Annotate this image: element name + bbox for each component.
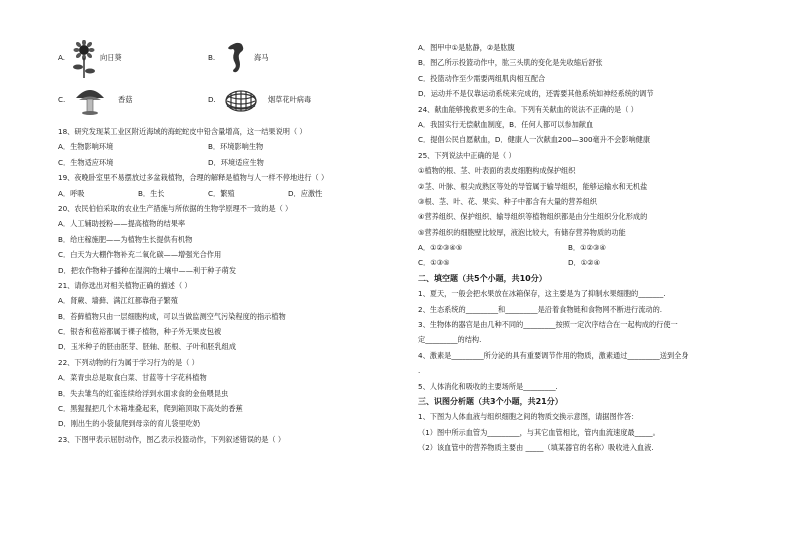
analysis-sub-1: （1）图中所示血管为_________，与其它血管相比，管内血流速度最_____。 xyxy=(418,427,660,437)
q25-option-c[interactable]: C．①③⑤ xyxy=(418,258,450,268)
seahorse-icon xyxy=(222,40,254,78)
fill-question-4: 4、激素是_________所分泌的具有重要调节作用的物质，激素通过_________送到全身 xyxy=(418,350,689,360)
question-22: 22、下列动物的行为属于学习行为的是（ ） xyxy=(58,357,199,367)
q25-statement-2: ②茎、叶脉、根尖成熟区等处的导管属于输导组织，能够运输水和无机盐 xyxy=(418,181,648,191)
q18-option-c[interactable]: C．生物适应环境 xyxy=(58,157,114,167)
q19-option-b[interactable]: B．生长 xyxy=(138,188,165,198)
question-21: 21、请你选出对相关植物正确的描述（ ） xyxy=(58,280,192,290)
left-column xyxy=(58,0,398,447)
image-options-row-2: C. 香菇 D. 烟草花叶病毒 xyxy=(58,82,398,124)
q21-option-b[interactable]: B．苔藓植物只由一层细胞构成，可以当做监测空气污染程度的指示植物 xyxy=(58,311,286,321)
q21-option-c[interactable]: C．银杏和苞裕都属于裸子植物，种子外无果皮包被 xyxy=(58,327,222,337)
question-19: 19、夜晚卧室里不易摆放过多盆栽植物，合理的解释是植物与人一样不停地进行（ ） xyxy=(58,173,329,183)
q19-option-a[interactable]: A．呼吸 xyxy=(58,188,85,198)
q25-option-a[interactable]: A．①②③④⑤ xyxy=(418,243,463,253)
q23-option-a[interactable]: A．图甲中①是肱静，②是肱腹 xyxy=(418,43,515,52)
fill-question-3: 3、生物体的器官是由几种不同的_________按照一定次序结合在一起构成的行使一 xyxy=(418,320,678,330)
q20-option-c[interactable]: C．白天为大棚作物补充二氧化碳——增强光合作用 xyxy=(58,250,222,260)
q25-options-row1 xyxy=(418,240,763,255)
analysis-question-1: 1、下图为人体血液与组织细胞之间的物质交换示意图，请据图作答： xyxy=(418,412,639,422)
question-18: 18、研究发现某工业区附近海域的海蛇蛇皮中铅含量增高，这一结果说明（ ） xyxy=(58,127,307,136)
mushroom-icon xyxy=(74,82,106,120)
fill-question-5: 5、人体消化和吸收的主要场所是_________. xyxy=(418,381,558,391)
q20-option-d[interactable]: D．把农作物种子播种在湿润的土壤中——利于种子萌发 xyxy=(58,265,237,275)
section-fill-in-title: 二、填空题（共5个小题，共10分） xyxy=(418,273,547,283)
fill-question-4-cont: . xyxy=(418,366,421,376)
q24-options-cd[interactable]: C．提倡公民自愿献血，D．健康人一次献血200—300毫升不会影响健康 xyxy=(418,135,651,145)
question-25: 25、下列说法中正确的是（ ） xyxy=(418,150,516,160)
q23-option-c[interactable]: C．投篮动作至少需要两组肌肉相互配合 xyxy=(418,73,546,83)
q23-option-b[interactable]: B．图乙所示投篮动作中，肱三头肌的变化是先收缩后舒张 xyxy=(418,58,603,68)
q22-option-b[interactable]: B．失去雏鸟的红雀连续给浮到水面求食的金鱼喂昆虫 xyxy=(58,388,229,398)
q25-option-d[interactable]: D．①②④ xyxy=(568,258,601,268)
q20-option-a[interactable]: A．人工辅助授粉——提高植物的结果率 xyxy=(58,219,186,229)
q25-option-b[interactable]: B．①②③④ xyxy=(568,243,606,253)
question-20: 20、农民伯伯采取的农业生产措施与所依据的生物学原理不一致的是（ ） xyxy=(58,203,293,213)
question-18-options-row2 xyxy=(58,155,398,170)
q24-options-ab[interactable]: A．我国实行无偿献血制度，B．任何人都可以参加献血 xyxy=(418,119,594,129)
q22-option-c[interactable]: C．黑猩猩把几个木箱堆叠起来，爬到箱顶取下高处的香蕉 xyxy=(58,404,243,414)
q25-statement-4: ④营养组织、保护组织、输导组织等植物组织都是由分生组织分化形成的 xyxy=(418,212,648,222)
fill-question-1: 1、夏天，一般会把水果放在冰箱保存，这主要是为了抑制水果细胞的_______. xyxy=(418,289,666,299)
image-options-row-1: A. 向日葵 B. 海马 xyxy=(58,40,398,82)
q18-option-b[interactable]: B．环境影响生物 xyxy=(208,142,264,152)
q18-option-d[interactable]: D．环境适应生物 xyxy=(208,157,264,167)
tobacco-virus-icon xyxy=(222,82,260,120)
fill-question-3-cont: 定_________的结构. xyxy=(418,335,482,345)
q25-statement-1: ①植物的根、茎、叶表面的表皮细胞构成保护组织 xyxy=(418,166,576,176)
q23-option-d[interactable]: D．运动并不是仅靠运动系统来完成的，还需要其他系统如神经系统的调节 xyxy=(418,89,654,99)
question-23: 23、下图甲表示屈肘动作，图乙表示投篮动作，下列叙述错误的是（ ） xyxy=(58,434,286,444)
q21-option-d[interactable]: D．玉米种子的胚由胚芽、胚轴、胚根、子叶和胚乳组成 xyxy=(58,342,237,352)
q21-option-a[interactable]: A．肾蕨、墙藓、满江红都靠孢子繁殖 xyxy=(58,296,178,306)
question-19-options xyxy=(58,186,398,201)
q25-statement-3: ③根、茎、叶、花、果实、种子中都含有大量的营养组织 xyxy=(418,196,597,206)
section-analysis-title: 三、识图分析题（共3个小题，共21分） xyxy=(418,396,563,406)
q25-options-row2 xyxy=(418,255,763,270)
q22-option-d[interactable]: D．刚出生的小袋鼠爬到母亲的育儿袋里吃奶 xyxy=(58,419,201,429)
question-18-options-row1 xyxy=(58,139,398,154)
q18-option-a[interactable]: A．生物影响环境 xyxy=(58,142,114,152)
q19-option-c[interactable]: C．繁殖 xyxy=(208,188,235,198)
fill-question-2: 2、生态系统的_________和_________是沿着食物链和食物网不断进行流动的. xyxy=(418,304,663,314)
q19-option-d[interactable]: D．应激性 xyxy=(288,188,323,198)
q22-option-a[interactable]: A．菜青虫总是取食白菜、甘蓝等十字花科植物 xyxy=(58,373,207,383)
question-24: 24、献血能够挽救更多的生命。下列有关献血的说法不正确的是（ ） xyxy=(418,104,638,114)
q20-option-b[interactable]: B．给庄稼施肥——为植物生长提供有机物 xyxy=(58,234,193,244)
sunflower-icon xyxy=(68,40,100,78)
analysis-sub-2: （2）该血管中的营养物质主要由 _____（填某器官的名称）吸收进入血液. xyxy=(418,443,654,453)
right-column xyxy=(418,0,763,456)
q25-statement-5: ⑤营养组织的细胞壁比较厚，液泡比较大，有储存营养物质的功能 xyxy=(418,227,626,237)
